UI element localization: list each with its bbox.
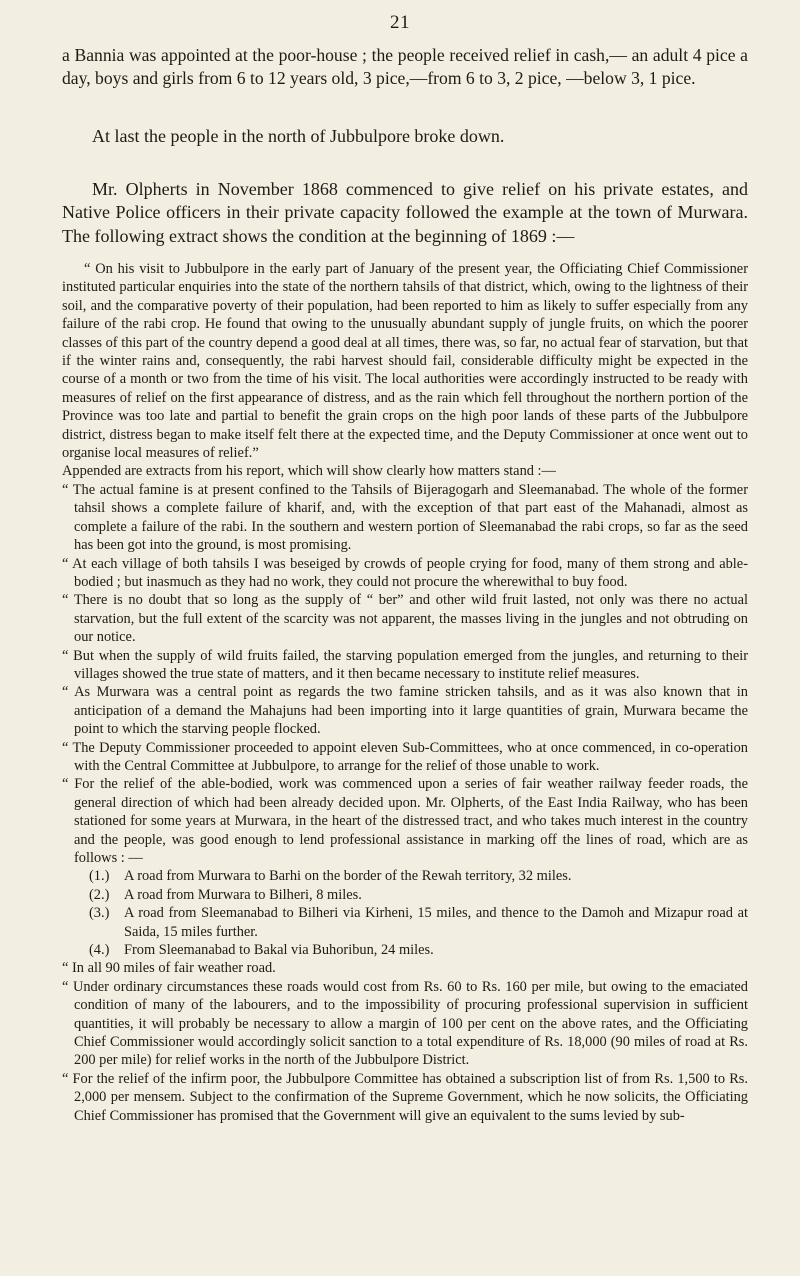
road-list-item (62, 941, 748, 959)
road-list-item (62, 886, 748, 904)
report-extract (62, 260, 748, 1125)
extract-paragraph: “ Under ordinary circumstances these roads would cost from Rs. 60 to Rs. 160 per mile, but owing to the emaciated condition of many of the labourers, and to the impossibility of procuring professional supervision in sufficient quantities, it will probably be necessary to allow a margin of 100 per cent on the above rates, and the Officiating Chief Commissioner would accordingly solicit sanction to a total expenditure of Rs. 18,000 (90 miles of road at Rs. 200 per mile) for relief works in the north of the Jubbulpore District. (62, 978, 748, 1069)
extract-paragraph: “ The Deputy Commissioner proceeded to appoint eleven Sub-Committees, who at once commenced, in co-operation with the Central Committee at Jubbulpore, to arrange for the relief of those unable to work. (62, 739, 748, 774)
road-list-item (62, 867, 748, 885)
road-text: A road from Murwara to Bilheri, 8 miles. (124, 886, 362, 903)
extract-paragraph: “ There is no doubt that so long as the supply of “ ber” and other wild fruit lasted, not only was there no actual starvation, but the full extent of the scarcity was not apparent, the masses living in the jungles and not obtruding on our notice. (62, 592, 748, 646)
paragraph-olpherts-relief: Mr. Olpherts in November 1868 commenced to give relief on his private estates, and Native Police officers in their private capacity followed the example at the town of Murwara. The following extract shows the condition at the beginning of 1869 :— (62, 179, 748, 246)
road-text: From Sleemanabad to Bakal via Buhoribun, 24 miles. (124, 942, 434, 959)
extract-paragraph: “ At each village of both tahsils I was beseiged by crowds of people crying for food, many of them strong and able-bodied ; but inasmuch as they had no work, they could not procure the wherewithal to buy food. (62, 555, 748, 590)
extract-paragraph: “ For the relief of the able-bodied, work was commenced upon a series of fair weather railway feeder roads, the general direction of which had been already decided upon. Mr. Olpherts, of the East India Railway, who has been stationed for some years at Murwara, in the heart of the distressed tract, and who takes much interest in the country and the people, was good enough to lend professional assistance in marking off the lines of road, which are as follows : — (62, 776, 748, 866)
paragraph-north-breakdown: At last the people in the north of Jubbulpore broke down. (92, 126, 505, 146)
extract-paragraph: “ On his visit to Jubbulpore in the early part of January of the present year, the Officiating Chief Commissioner instituted particular enquiries into the state of the northern tahsils of that district, which, owing to the lightness of their soil, and the comparative poverty of their population, had been reported to him as likely to suffer especially from any failure of the rabi crop. He found that owing to the unusually abundant supply of jungle fruits, on which the poorer classes of this part of the country depend a good deal at all times, there was, so far, no actual fear of starvation, but that if the winter rains and, consequently, the rabi harvest should fail, considerable difficulty might be expected in the course of a month or two from the time of his visit. The local authorities were accordingly instructed to be ready with measures of relief on the first appearance of distress, and as the rain which fell throughout the northern portion of the Province was too late and partial to benefit the grain crops on the high poor lands of these parts of the Jubbulpore district, distress began to make itself felt there at the expected time, and the Deputy Commissioner at once went out to organise local measures of relief.” (62, 261, 748, 462)
page-number: 21 (390, 12, 410, 33)
road-text: A road from Murwara to Barhi on the border of the Rewah territory, 32 miles. (124, 868, 572, 885)
intro-paragraph: a Bannia was appointed at the poor-house ; the people received relief in cash,— an adult 4 pice a day, boys and girls from 6 to 12 years old, 3 pice,—from 6 to 3, 2 pice, —below 3, 1 pice. (62, 45, 748, 89)
road-list-item (62, 904, 748, 941)
extract-paragraph: “ But when the supply of wild fruits failed, the starving population emerged from the jungles, and returning to their villages showed the true state of matters, and it then became necessary to institute relief measures. (62, 647, 748, 682)
road-number: (1.) (89, 868, 110, 885)
extract-paragraph: “ For the relief of the infirm poor, the Jubbulpore Committee has obtained a subscription list of from Rs. 1,500 to Rs. 2,000 per mensem. Subject to the confirmation of the Supreme Government, which he now solicits, the Officiating Chief Commissioner has promised that the Government will give an equivalent to the sums levied by sub- (62, 1070, 748, 1124)
road-number: (2.) (89, 886, 110, 903)
road-text: A road from Sleemanabad to Bilheri via Kirheni, 15 miles, and thence to the Damoh and Mizapur road at Saida, 15 miles further. (124, 905, 748, 940)
road-number: (3.) (89, 905, 110, 922)
extract-paragraph: “ In all 90 miles of fair weather road. (62, 960, 276, 977)
road-number: (4.) (89, 942, 110, 959)
extract-paragraph: “ The actual famine is at present confined to the Tahsils of Bijeragogarh and Sleemanabad. The whole of the former tahsil shows a complete failure of kharif, and, with the exception of that part east of the Mahanadi, almost as complete a failure of the rabi. In the southern and western portion of Sleemanabad the rabi crops, so far as the seed has been got into the ground, is most promising. (62, 481, 748, 554)
extract-paragraph: Appended are extracts from his report, which will show clearly how matters stand :— (62, 463, 556, 480)
extract-paragraph: “ As Murwara was a central point as regards the two famine stricken tahsils, and as it was also known that in anticipation of a demand the Mahajuns had been importing into it large quantities of grain, Murwara became the point to which the starving people flocked. (62, 684, 748, 738)
